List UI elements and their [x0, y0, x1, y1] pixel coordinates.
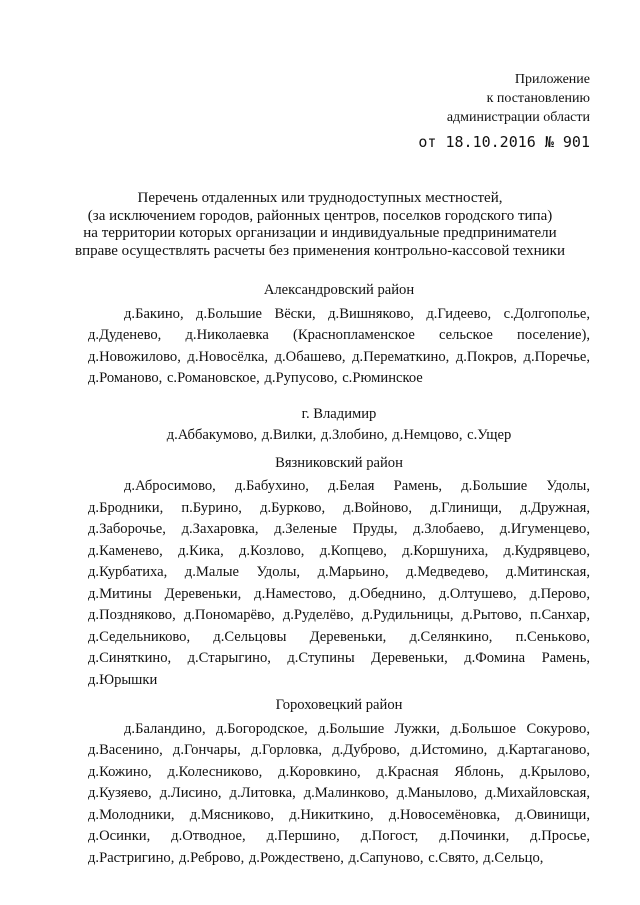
district-section: [88, 695, 590, 869]
district-heading: Вязниковский район: [275, 454, 403, 471]
document-title: [60, 190, 580, 260]
approval-line-appendix: Приложение: [514, 72, 590, 87]
title-line-1: Перечень отдаленных или труднодоступных местностей,: [137, 190, 503, 206]
district-localities: д.Бакино, д.Большие Вёски, д.Вишняково, д.Гидеево, с.Долгополье, д.Дуденево, д.Николаевка (Краснопламенское сельское поселение), д.Новожилово, д.Новосёлка, д.Обашево, д.Перематкино, д.Покров, д.Поречье, д.Романово, с.Романовское, д.Рупусово, с.Рюминское: [88, 305, 590, 386]
approval-line-resolution: к постановлению: [486, 91, 590, 106]
title-line-4: вправе осуществлять расчеты без применения контрольно-кассовой техники: [75, 242, 565, 259]
approval-block: [418, 70, 590, 152]
district-heading: Гороховецкий район: [275, 697, 403, 713]
approval-date-stamp: от 18.10.2016 № 901: [418, 133, 590, 151]
district-heading: г. Владимир: [301, 405, 377, 422]
district-localities: д.Аббакумово, д.Вилки, д.Злобино, д.Немцово, с.Ущер: [166, 427, 512, 443]
approval-line-administration: администрации области: [446, 110, 590, 125]
title-line-2: (за исключением городов, районных центров, поселков городского типа): [87, 207, 553, 224]
district-section: [88, 453, 590, 692]
section-spacer: [88, 390, 590, 404]
district-section: [88, 404, 590, 447]
district-localities: д.Абросимово, д.Бабухино, д.Белая Рамень, д.Большие Удолы, д.Бродники, п.Бурино, д.Бурково, д.Войново, д.Глинищи, д.Дружная, д.Заборочье, д.Захаровка, д.Зеленые Пруды, д.Злобаево, д.Игуменцево, д.Каменево, д.Кика, д.Козлово, д.Копцево, д.Коршуниха, д.Кудрявцево, д.Курбатиха, д.Малые Удолы, д.Марьино, д.Медведево, д.Митинская, д.Митины Деревеньки, д.Наместово, д.Обеднино, д.Олтушево, д.Перово, д.Поздняково, д.Пономарёво, д.Руделёво, д.Рудильницы, д.Рытово, п.Санхар, д.Седельниково, д.Сельцовы Деревеньки, д.Селянкино, п.Сенькoво, д.Синяткино, д.Старыгино, д.Ступины Деревеньки, д.Фомина Рамень, д.Юрышки: [88, 478, 590, 688]
district-localities: д.Баландино, д.Богородское, д.Большие Лужки, д.Большое Сокурово, д.Васенино, д.Гончары, д.Горловка, д.Дуброво, д.Истомино, д.Картаганово, д.Кожино, д.Колесниково, д.Коровкино, д.Красная Яблонь, д.Крылово, д.Кузяево, д.Лисино, д.Литовка, д.Малинково, д.Манылово, д.Михайловская, д.Молодники, д.Мясниково, д.Никиткино, д.Новосемёновка, д.Овинищи, д.Осинки, д.Отводное, д.Першино, д.Погост, д.Починки, д.Просье, д.Растригино, д.Реброво, д.Рождествено, д.Сапуново, с.Свято, д.Сельцо,: [88, 720, 590, 866]
title-line-3: на территории которых организации и индивидуальные предприниматели: [83, 225, 557, 241]
districts-list: [88, 280, 590, 869]
district-heading: Александровский район: [263, 282, 415, 298]
district-section: [88, 280, 590, 390]
